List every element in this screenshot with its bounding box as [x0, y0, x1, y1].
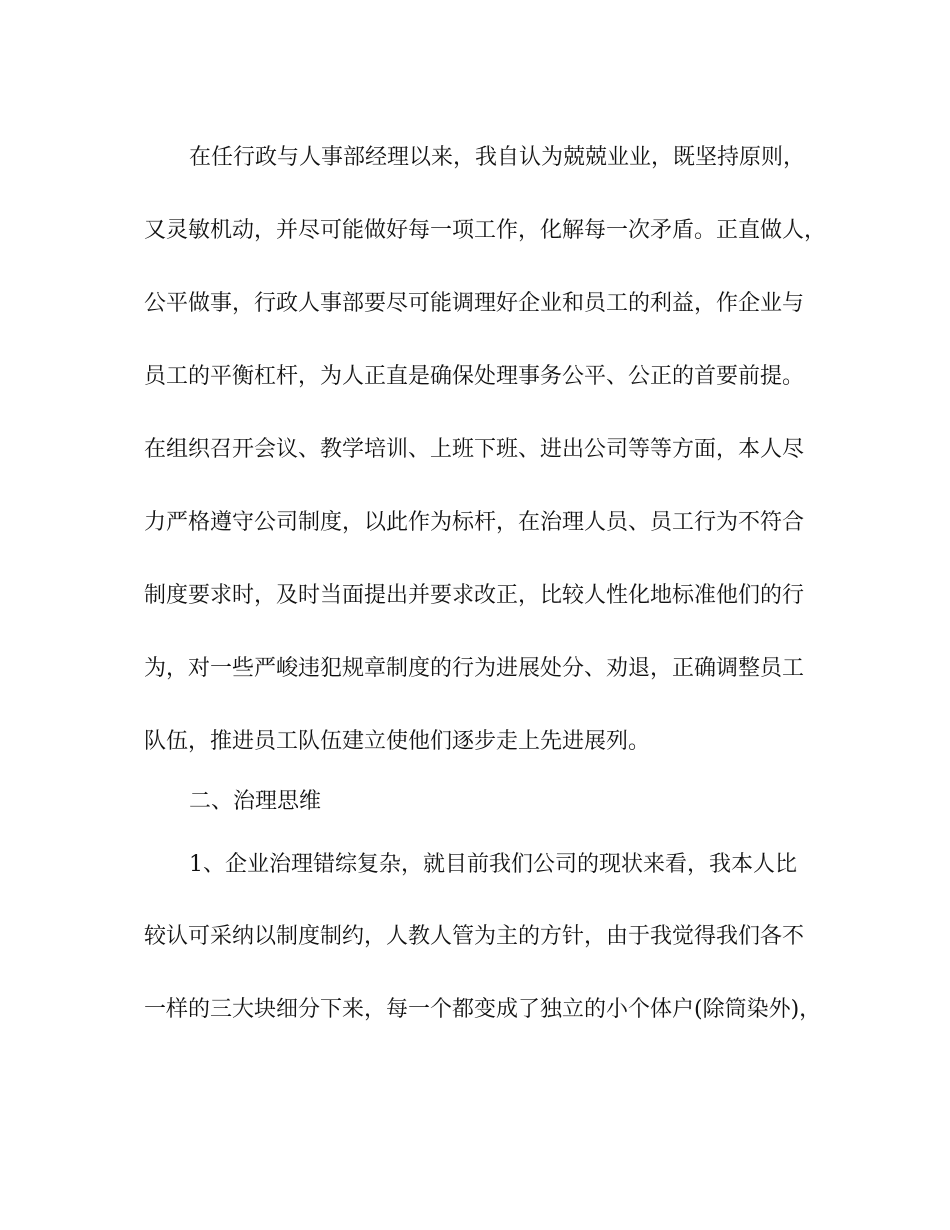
paragraph-line: 一样的三大块细分下来，每一个都变成了独立的小个体户(除筒染外)， — [144, 997, 822, 1022]
paragraph-line: 队伍，推进员工队伍建立使他们逐步走上先进展列。 — [144, 729, 651, 754]
paragraph-line: 制度要求时，及时当面提出并要求改正，比较人性化地标准他们的行 — [144, 583, 805, 608]
paragraph-line: 力严格遵守公司制度，以此作为标杆，在治理人员、员工行为不符合 — [144, 510, 805, 535]
paragraph-line: 为，对一些严峻违犯规章制度的行为进展处分、劝退，正确调整员工 — [144, 656, 805, 681]
paragraph-line: 又灵敏机动，并尽可能做好每一项工作，化解每一次矛盾。正直做人， — [144, 218, 827, 243]
paragraph-line: 在组织召开会议、教学培训、上班下班、进出公司等等方面，本人尽 — [144, 437, 805, 462]
paragraph-line: 在任行政与人事部经理以来，我自认为兢兢业业，既坚持原则， — [189, 145, 806, 170]
section-heading: 二、治理思维 — [189, 789, 322, 814]
paragraph-line: 1、企业治理错综复杂，就目前我们公司的现状来看，我本人比 — [189, 852, 797, 877]
paragraph-line: 员工的平衡杠杆，为人正直是确保处理事务公平、公正的首要前提。 — [144, 364, 805, 389]
paragraph-line: 公平做事，行政人事部要尽可能调理好企业和员工的利益，作企业与 — [144, 291, 805, 316]
paragraph-line: 较认可采纳以制度制约，人教人管为主的方针，由于我觉得我们各不 — [144, 924, 805, 949]
